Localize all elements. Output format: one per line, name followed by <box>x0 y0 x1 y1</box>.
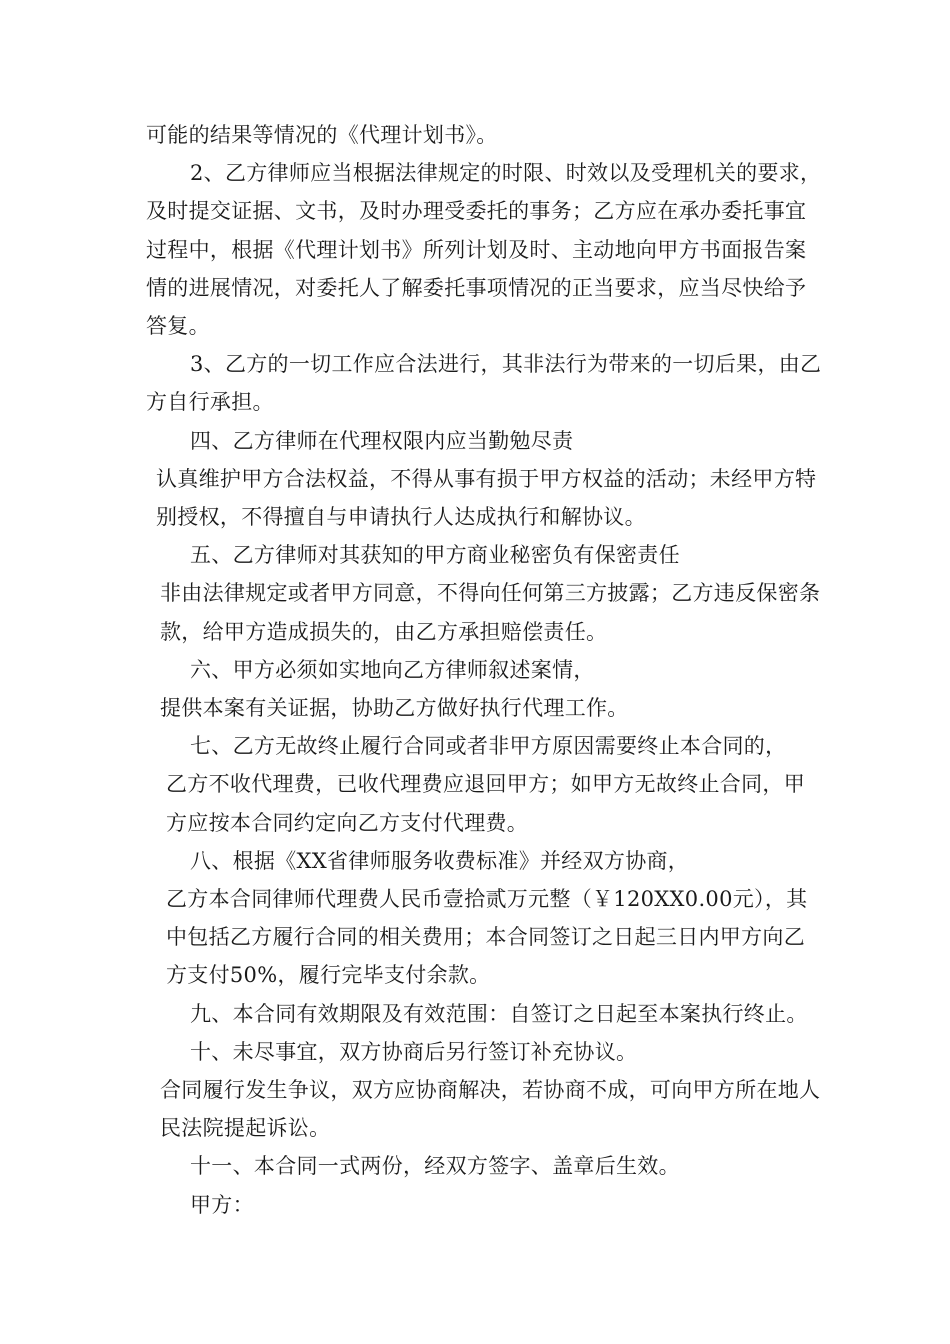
paragraph-clause-eight-body: 乙方本合同律师代理费人民币壹拾贰万元整（￥120XX0.00元），其中包括乙方履行合同的相关费用；本合同签订之日起三日内甲方向乙方支付50%，履行完毕支付余款。 <box>166 887 808 988</box>
heading-clause-four: 四、乙方律师在代理权限内应当勤勉尽责 <box>190 428 574 453</box>
paragraph-clause-eleven: 十一、本合同一式两份，经双方签字、盖章后生效。 <box>190 1154 680 1179</box>
paragraph-clause-3: 3、乙方的一切工作应合法进行，其非法行为带来的一切后果，由乙方自行承担。 <box>146 352 822 415</box>
heading-clause-seven: 七、乙方无故终止履行合同或者非甲方原因需要终止本合同的， <box>190 734 787 759</box>
heading-clause-ten: 十、未尽事宜，双方协商后另行签订补充协议。 <box>190 1039 638 1064</box>
paragraph-clause-nine: 九、本合同有效期限及有效范围：自签订之日起至本案执行终止。 <box>190 1001 808 1026</box>
paragraph-clause-2: 2、乙方律师应当根据法律规定的时限、时效以及受理机关的要求，及时提交证据、文书，及时办理受委托的事务；乙方应在承办委托事宜过程中，根据《代理计划书》所列计划及时、主动地向甲方书面报告案情的进展情况，对委托人了解委托事项情况的正当要求，应当尽快给予答复。 <box>146 161 822 339</box>
heading-clause-six: 六、甲方必须如实地向乙方律师叙述案情， <box>190 657 595 682</box>
paragraph-plan-result: 可能的结果等情况的《代理计划书》。 <box>146 123 498 147</box>
heading-clause-eight: 八、根据《XX省律师服务收费标准》并经双方协商， <box>190 848 690 873</box>
paragraph-clause-six-body: 提供本案有关证据，协助乙方做好执行代理工作。 <box>160 696 629 721</box>
paragraph-clause-four-body: 认真维护甲方合法权益，不得从事有损于甲方权益的活动；未经甲方特别授权，不得擅自与申请执行人达成执行和解协议。 <box>156 466 817 530</box>
heading-clause-five: 五、乙方律师对其获知的甲方商业秘密负有保密责任 <box>190 543 680 568</box>
document-body <box>146 116 822 1224</box>
paragraph-clause-five-body: 非由法律规定或者甲方同意，不得向任何第三方披露；乙方违反保密条款，给甲方造成损失的，由乙方承担赔偿责任。 <box>160 581 821 644</box>
paragraph-clause-seven-body: 乙方不收代理费，已收代理费应退回甲方；如甲方无故终止合同，甲方应按本合同约定向乙方支付代理费。 <box>166 772 805 835</box>
signature-party-a: 甲方： <box>190 1192 254 1217</box>
paragraph-clause-ten-body: 合同履行发生争议，双方应协商解决，若协商不成，可向甲方所在地人民法院提起诉讼。 <box>160 1078 821 1141</box>
